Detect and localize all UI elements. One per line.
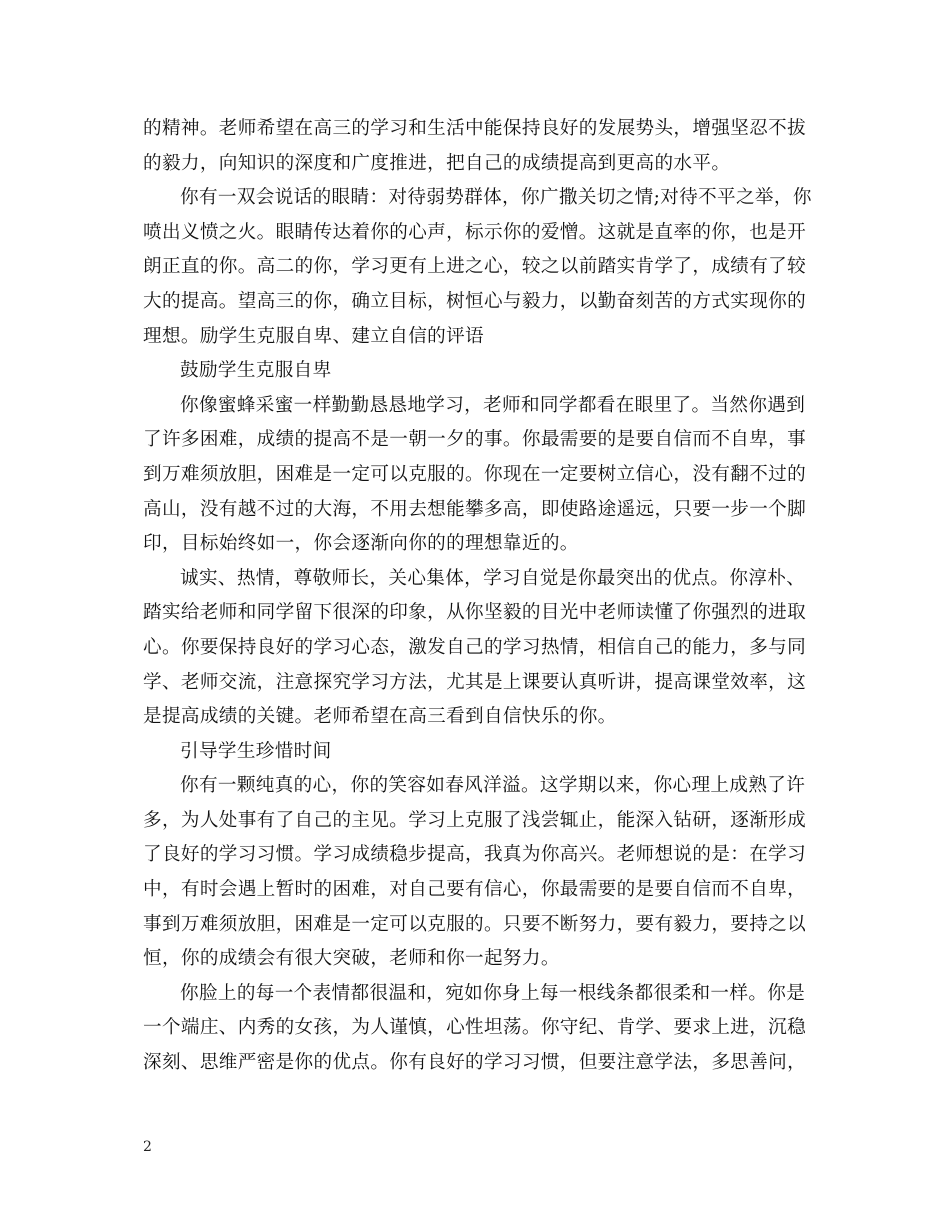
text-line: 恒，你的成绩会有很大突破，老师和你一起努力。 [143,948,560,970]
text-line: 印，目标始终如一，你会逐渐向你的的理想靠近的。 [143,533,579,555]
text-line: 深刻、思维严密是你的优点。你有良好的学习习惯，但要注意学法，多思善问， [143,1052,807,1074]
text-line: 了良好的学习习惯。学习成绩稳步提高，我真为你高兴。老师想说的是：在学习 [143,844,807,866]
text-line: 踏实给老师和同学留下很深的印象，从你坚毅的目光中老师读懂了你强烈的进取 [143,602,807,624]
text-line: 你像蜜蜂采蜜一样勤勤恳恳地学习，老师和同学都看在眼里了。当然你遇到 [180,394,806,416]
text-line: 中，有时会遇上暂时的困难，对自己要有信心，你最需要的是要自信而不自卑， [143,879,807,901]
text-line: 你有一颗纯真的心，你的笑容如春风洋溢。这学期以来，你心理上成熟了许 [180,775,806,797]
text-line: 诚实、热情，尊敬师长，关心集体，学习自觉是你最突出的优点。你淳朴、 [180,567,806,589]
section-heading: 引导学生珍惜时间 [180,740,332,762]
text-line: 是提高成绩的关键。老师希望在高三看到自信快乐的你。 [143,706,617,728]
text-line: 事到万难须放胆，困难是一定可以克服的。只要不断努力，要有毅力，要持之以 [143,913,807,935]
text-line: 一个端庄、内秀的女孩，为人谨慎，心性坦荡。你守纪、肯学、要求上进，沉稳 [143,1017,807,1039]
page-number: 2 [143,1139,152,1155]
text-line: 到万难须放胆，困难是一定可以克服的。你现在一定要树立信心，没有翻不过的 [143,463,807,485]
text-line: 学、老师交流，注意探究学习方法，尤其是上课要认真听讲，提高课堂效率，这 [143,671,807,693]
text-line: 高山，没有越不过的大海，不用去想能攀多高，即使路途遥远，只要一步一个脚 [143,498,807,520]
text-line: 你脸上的每一个表情都很温和，宛如你身上每一根线条都很柔和一样。你是 [180,982,806,1004]
text-line: 朗正直的你。高二的你，学习更有上进之心，较之以前踏实肯学了，成绩有了较 [143,256,807,278]
text-line: 喷出义愤之火。眼睛传达着你的心声，标示你的爱憎。这就是直率的你，也是开 [143,221,807,243]
section-heading: 鼓励学生克服自卑 [180,360,332,382]
text-line: 理想。励学生克服自卑、建立自信的评语 [143,325,484,347]
text-line: 心。你要保持良好的学习心态，激发自己的学习热情，相信自己的能力，多与同 [143,636,807,658]
text-line: 多，为人处事有了自己的主见。学习上克服了浅尝辄止，能深入钻研，逐渐形成 [143,809,807,831]
text-line: 的毅力，向知识的深度和广度推进，把自己的成绩提高到更高的水平。 [143,152,731,174]
document-body [143,112,811,1081]
text-line: 了许多困难，成绩的提高不是一朝一夕的事。你最需要的是要自信而不自卑，事 [143,429,807,451]
text-line: 大的提高。望高三的你，确立目标，树恒心与毅力，以勤奋刻苦的方式实现你的 [143,290,807,312]
text-line: 你有一双会说话的眼睛：对待弱势群体，你广撒关切之情;对待不平之举，你 [180,187,812,209]
text-line: 的精神。老师希望在高三的学习和生活中能保持良好的发展势头，增强坚忍不拔 [143,118,807,139]
